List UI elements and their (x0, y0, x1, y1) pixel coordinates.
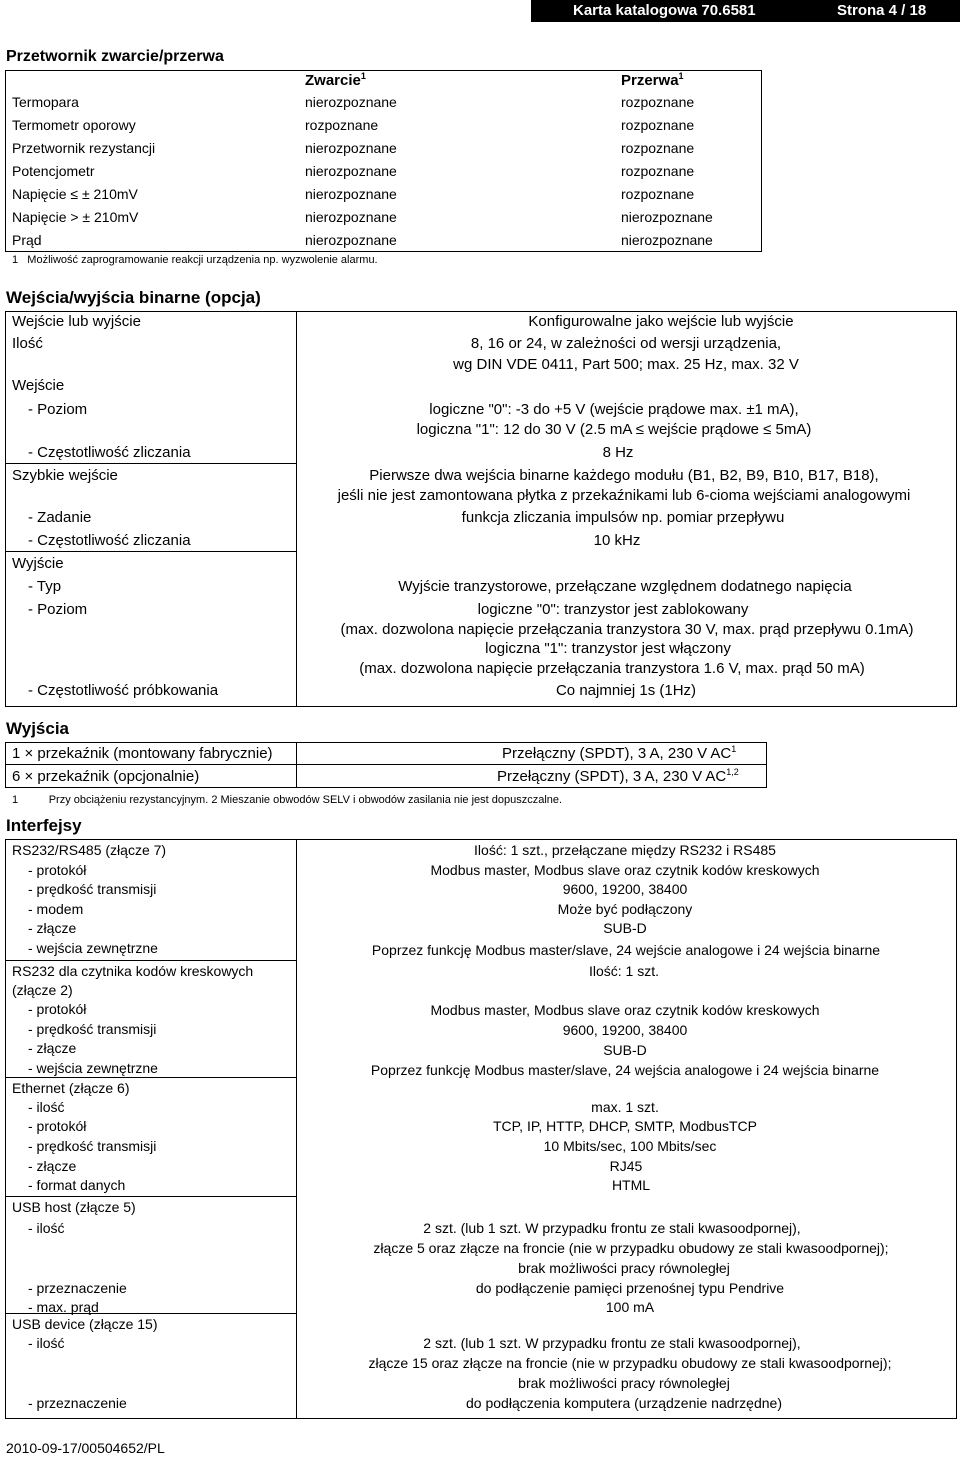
row-separator (5, 960, 297, 961)
label-input-level: - Poziom (28, 401, 88, 418)
section-title-short-open: Przetwornik zwarcie/przerwa (6, 48, 224, 65)
table-row-label: Napięcie ≤ ± 210mV (12, 186, 138, 202)
label-input-or-output: Wejście lub wyjście (12, 313, 141, 330)
outputs-row-separator (5, 764, 767, 765)
iface-label: - ilość (28, 1220, 65, 1236)
iface-label: - max. prąd (28, 1299, 99, 1315)
table-row-przerwa: rozpoznane (621, 163, 695, 179)
value-count-line2: wg DIN VDE 0411, Part 500; max. 25 Hz, max. 32 V (453, 356, 799, 373)
iface-value: TCP, IP, HTTP, DHCP, SMTP, ModbusTCP (492, 1118, 758, 1134)
outputs-divider (296, 742, 297, 788)
iface-label: - wejścia zewnętrzne (28, 1060, 158, 1076)
label-task: - Zadanie (28, 509, 92, 526)
value-output-level-line2: (max. dozwolona napięcie przełączania tranzystora 30 V, max. prąd przepływu 0.1mA) (340, 621, 914, 638)
iface-label: (złącze 2) (12, 982, 73, 998)
relay-row-2-value (497, 768, 739, 785)
table-row-przerwa: rozpoznane (621, 186, 695, 202)
iface-label: - przeznaczenie (28, 1280, 127, 1296)
value-level-line2: logiczna "1": 12 do 30 V (2.5 mA ≤ wejście prądowe ≤ 5mA) (416, 421, 812, 438)
value-output-level-line3: logiczna "1": tranzystor jest włączony (485, 640, 731, 657)
iface-value: Ilość: 1 szt. (588, 963, 660, 979)
col-header-zwarcie-sup: 1 (360, 71, 366, 81)
label-fast-count-frequency: - Częstotliwość zliczania (28, 532, 191, 549)
iface-value: brak możliwości pracy równoległej (518, 1260, 730, 1276)
label-count-frequency: - Częstotliwość zliczania (28, 444, 191, 461)
col-header-zwarcie (305, 72, 366, 89)
iface-value: 10 Mbits/sec, 100 Mbits/sec (543, 1138, 717, 1154)
footnote-text-2: Mieszanie obwodów SELV i obwodów zasilania nie jest dopuszczalne. (220, 794, 563, 806)
relay-row-1-value-text: Przełączny (SPDT), 3 A, 230 V AC (502, 745, 732, 762)
value-count-frequency: 8 Hz (602, 444, 634, 461)
iface-value: 9600, 19200, 38400 (562, 1022, 688, 1038)
iface-value: złącze 15 oraz złącze na froncie (nie w przypadku obudowy ze stali kwasoodpornej); (368, 1355, 892, 1371)
interfaces-table (5, 839, 957, 1419)
col-header-przerwa (621, 72, 684, 89)
iface-label: USB host (złącze 5) (12, 1199, 136, 1215)
iface-label: - modem (28, 901, 84, 917)
page-number: Strona 4 / 18 (837, 2, 927, 19)
footnote-number-2: 2 (211, 794, 218, 806)
iface-label: - format danych (28, 1177, 126, 1193)
table-row-label: Prąd (12, 232, 42, 248)
row-separator (5, 463, 297, 464)
value-output-level-line4: (max. dozwolona napięcie przełączania tranzystora 1.6 V, max. prąd 50 mA) (359, 660, 865, 677)
section-title-outputs: Wyjścia (6, 719, 70, 738)
relay-row-1-value (502, 745, 736, 762)
value-fast-input-line2: jeśli nie jest zamontowana płytka z przekaźnikami lub 6-cioma wejściami analogowymi (337, 487, 911, 504)
value-output-type: Wyjście tranzystorowe, przełączane względnem dodatnego napięcia (398, 578, 852, 595)
table-row-zwarcie: nierozpoznane (305, 232, 397, 248)
iface-value: do podłączenia komputera (urządzenie nadrzędne) (466, 1395, 782, 1411)
iface-value: 9600, 19200, 38400 (562, 881, 688, 897)
relay-row-1-label: 1 × przekaźnik (montowany fabrycznie) (12, 745, 273, 762)
iface-label: - wejścia zewnętrzne (28, 940, 158, 956)
table-row-label: Termometr oporowy (12, 117, 136, 133)
iface-value: brak możliwości pracy równoległej (518, 1375, 730, 1391)
label-output: Wyjście (12, 555, 64, 572)
interfaces-divider (296, 839, 297, 1419)
iface-label: - prędkość transmisji (28, 881, 157, 897)
iface-value: Poprzez funkcję Modbus master/slave, 24 wejścia analogowe i 24 wejścia binarne (370, 1062, 880, 1078)
iface-label: USB device (złącze 15) (12, 1316, 158, 1332)
iface-value: Może być podłączony (557, 901, 693, 917)
table-row-label: Potencjometr (12, 163, 95, 179)
iface-value: Ilość: 1 szt., przełączane między RS232 i RS485 (474, 842, 776, 858)
value-level-line1: logiczne "0": -3 do +5 V (wejście prądowe max. ±1 mA), (429, 401, 799, 418)
table-row-label: Termopara (12, 94, 79, 110)
outputs-footnote (12, 794, 562, 806)
table-row-zwarcie: nierozpoznane (305, 140, 397, 156)
row-separator (5, 551, 297, 552)
iface-label: - protokół (28, 862, 87, 878)
footnote-text: Możliwość zaprogramowanie reakcji urządzenia np. wyzwolenie alarmu. (27, 254, 378, 266)
iface-label: - prędkość transmisji (28, 1021, 157, 1037)
label-output-type: - Typ (28, 578, 62, 595)
section-title-binary-io: Wejścia/wyjścia binarne (opcja) (6, 288, 261, 307)
iface-label: - protokół (28, 1118, 87, 1134)
iface-value: SUB-D (603, 920, 647, 936)
iface-label: RS232 dla czytnika kodów kreskowych (12, 963, 254, 979)
iface-value: Modbus master, Modbus slave oraz czytnik kodów kreskowych (430, 1002, 820, 1018)
iface-value: 2 szt. (lub 1 szt. W przypadku frontu ze stali kwasoodpornej), (423, 1220, 801, 1236)
iface-label: - przeznaczenie (28, 1395, 127, 1411)
table-row-przerwa: nierozpoznane (621, 232, 713, 248)
iface-value: 2 szt. (lub 1 szt. W przypadku frontu ze stali kwasoodpornej), (423, 1335, 801, 1351)
iface-label: - złącze (28, 1158, 77, 1174)
value-output-level-line1: logiczne "0": tranzystor jest zablokowany (477, 601, 749, 618)
value-fast-input-line1: Pierwsze dwa wejścia binarne każdego modułu (B1, B2, B9, B10, B17, B18), (369, 467, 879, 484)
iface-value: złącze 5 oraz złącze na froncie (nie w przypadku obudowy ze stali kwasoodpornej); (373, 1240, 889, 1256)
document-title: Karta katalogowa 70.6581 (573, 2, 756, 19)
page-header (531, 0, 960, 22)
iface-label: Ethernet (złącze 6) (12, 1080, 130, 1096)
iface-label: - ilość (28, 1335, 65, 1351)
table-row-label: Przetwornik rezystancji (12, 140, 156, 156)
iface-value: Modbus master, Modbus slave oraz czytnik kodów kreskowych (430, 862, 820, 878)
label-output-level: - Poziom (28, 601, 88, 618)
table-row-label: Napięcie > ± 210mV (12, 209, 139, 225)
footnote-number: 1 (12, 254, 19, 266)
iface-value: do podłączenie pamięci przenośnej typu Pendrive (475, 1280, 785, 1296)
value-task: funkcja zliczania impulsów np. pomiar przepływu (461, 509, 785, 526)
relay-row-1-sup: 1 (731, 744, 737, 754)
table-row-zwarcie: nierozpoznane (305, 186, 397, 202)
footnote-number: 1 (12, 794, 19, 806)
row-separator (5, 1077, 297, 1078)
label-count: Ilość (12, 335, 43, 352)
iface-label: - złącze (28, 1040, 77, 1056)
table-row-zwarcie: nierozpoznane (305, 94, 397, 110)
relay-row-2-sup: 1,2 (726, 767, 739, 777)
footnote-1 (12, 254, 378, 266)
iface-value: 100 mA (605, 1299, 655, 1315)
section-title-interfaces: Interfejsy (6, 816, 82, 835)
iface-label: - złącze (28, 920, 77, 936)
table-row-zwarcie: nierozpoznane (305, 209, 397, 225)
relay-row-2-value-text: Przełączny (SPDT), 3 A, 230 V AC (497, 768, 727, 785)
iface-label: - ilość (28, 1099, 65, 1115)
iface-value: max. 1 szt. (591, 1099, 659, 1115)
table-row-przerwa: rozpoznane (621, 117, 695, 133)
label-sampling-frequency: - Częstotliwość próbkowania (28, 682, 219, 699)
col-header-przerwa-sup: 1 (678, 71, 684, 81)
iface-label: - protokół (28, 1001, 87, 1017)
value-fast-count-frequency: 10 kHz (593, 532, 641, 549)
value-count-line1: 8, 16 or 24, w zależności od wersji urządzenia, (470, 335, 782, 352)
footnote-text-1: Przy obciążeniu rezystancyjnym. (48, 794, 209, 806)
value-configurable: Konfigurowalne jako wejście lub wyjście (528, 313, 794, 330)
col-header-przerwa-text: Przerwa (621, 72, 679, 89)
iface-value: RJ45 (609, 1158, 643, 1174)
iface-value: SUB-D (603, 1042, 647, 1058)
binary-io-divider (296, 311, 297, 707)
value-sampling-frequency: Co najmniej 1s (1Hz) (555, 682, 697, 699)
iface-value: HTML (611, 1177, 651, 1193)
label-input: Wejście (12, 377, 65, 394)
table-row-przerwa: rozpoznane (621, 94, 695, 110)
iface-label: - prędkość transmisji (28, 1138, 157, 1154)
row-separator (5, 1196, 297, 1197)
footer-doc-id: 2010-09-17/00504652/PL (6, 1440, 165, 1456)
iface-label: RS232/RS485 (złącze 7) (12, 842, 167, 858)
relay-row-2-label: 6 × przekaźnik (opcjonalnie) (12, 768, 200, 785)
table-row-zwarcie: rozpoznane (305, 117, 379, 133)
table-row-przerwa: nierozpoznane (621, 209, 713, 225)
table-row-zwarcie: nierozpoznane (305, 163, 397, 179)
label-fast-input: Szybkie wejście (12, 467, 118, 484)
table-row-przerwa: rozpoznane (621, 140, 695, 156)
col-header-zwarcie-text: Zwarcie (305, 72, 361, 89)
iface-value: Poprzez funkcję Modbus master/slave, 24 wejście analogowe i 24 wejścia binarne (371, 942, 881, 958)
